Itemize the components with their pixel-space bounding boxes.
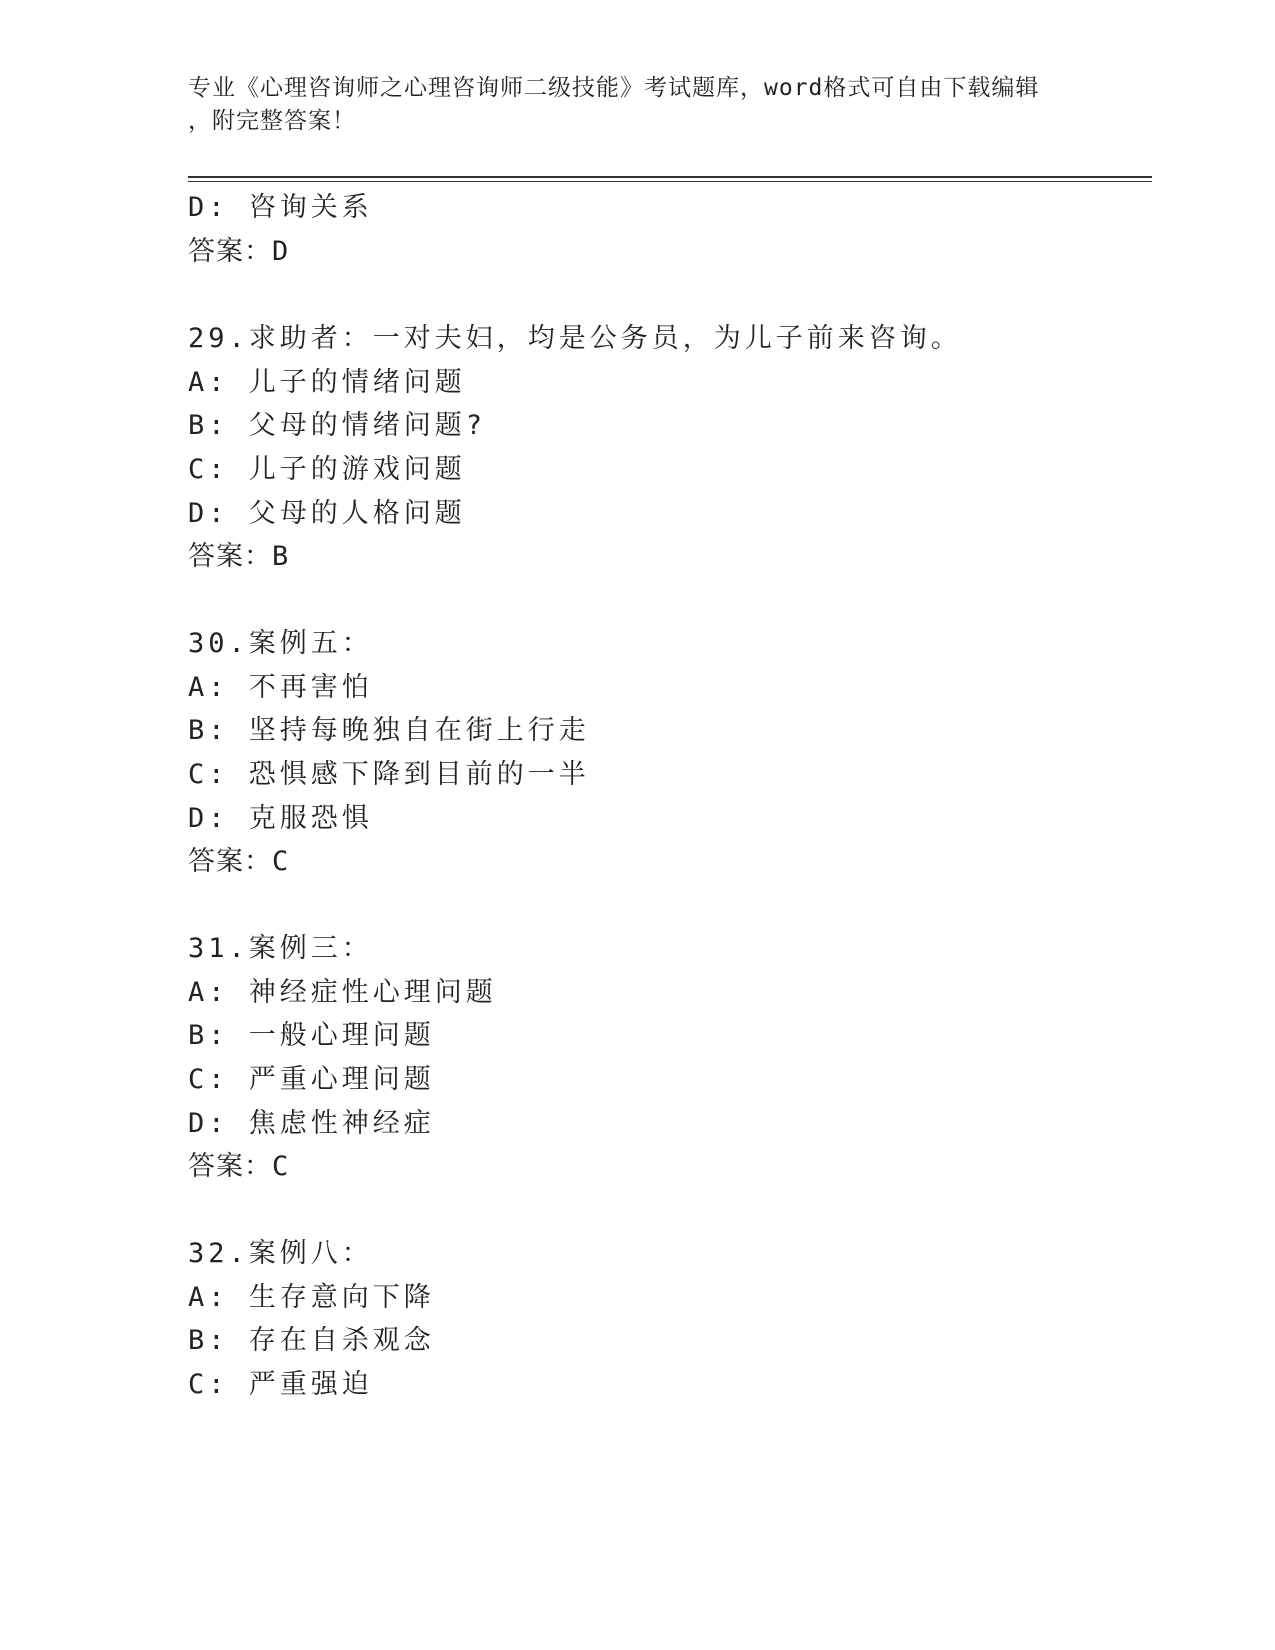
- question-29-option-c: C: 儿子的游戏问题: [188, 454, 466, 485]
- header-line-2: ，附完整答案！: [188, 108, 356, 134]
- header-rule-thin: [188, 181, 1152, 182]
- question-32-option-b: B: 存在自杀观念: [188, 1325, 435, 1356]
- question-29-option-a: A: 儿子的情绪问题: [188, 367, 466, 398]
- question-31-option-b: B: 一般心理问题: [188, 1020, 435, 1051]
- prev-answer: 答案：D: [188, 236, 290, 267]
- prev-option-d: D: 咨询关系: [188, 192, 373, 223]
- question-30-stem: 30.案例五：: [188, 628, 373, 659]
- question-30-option-c: C: 恐惧感下降到目前的一半: [188, 759, 590, 790]
- question-32-option-c: C: 严重强迫: [188, 1369, 373, 1400]
- question-30-option-d: D: 克服恐惧: [188, 803, 373, 834]
- question-29-answer: 答案：B: [188, 541, 290, 572]
- document-header: [188, 72, 1088, 138]
- question-30-option-b: B: 坚持每晚独自在街上行走: [188, 715, 590, 746]
- question-29-option-d: D: 父母的人格问题: [188, 498, 466, 529]
- question-31-option-c: C: 严重心理问题: [188, 1064, 435, 1095]
- question-32-option-a: A: 生存意向下降: [188, 1282, 435, 1313]
- question-30-option-a: A: 不再害怕: [188, 672, 373, 703]
- question-31-option-d: D: 焦虑性神经症: [188, 1108, 435, 1139]
- question-29-stem: 29.求助者：一对夫妇，均是公务员，为儿子前来咨询。: [188, 323, 962, 354]
- question-31-option-a: A: 神经症性心理问题: [188, 977, 497, 1008]
- header-line-1: 专业《心理咨询师之心理咨询师二级技能》考试题库，word格式可自由下载编辑: [188, 75, 1040, 101]
- question-31-answer: 答案：C: [188, 1151, 290, 1182]
- question-32-stem: 32.案例八：: [188, 1238, 373, 1269]
- question-29-option-b: B: 父母的情绪问题?: [188, 410, 487, 441]
- header-rule-thick: [188, 176, 1152, 178]
- question-31-stem: 31.案例三：: [188, 933, 373, 964]
- question-30-answer: 答案：C: [188, 846, 290, 877]
